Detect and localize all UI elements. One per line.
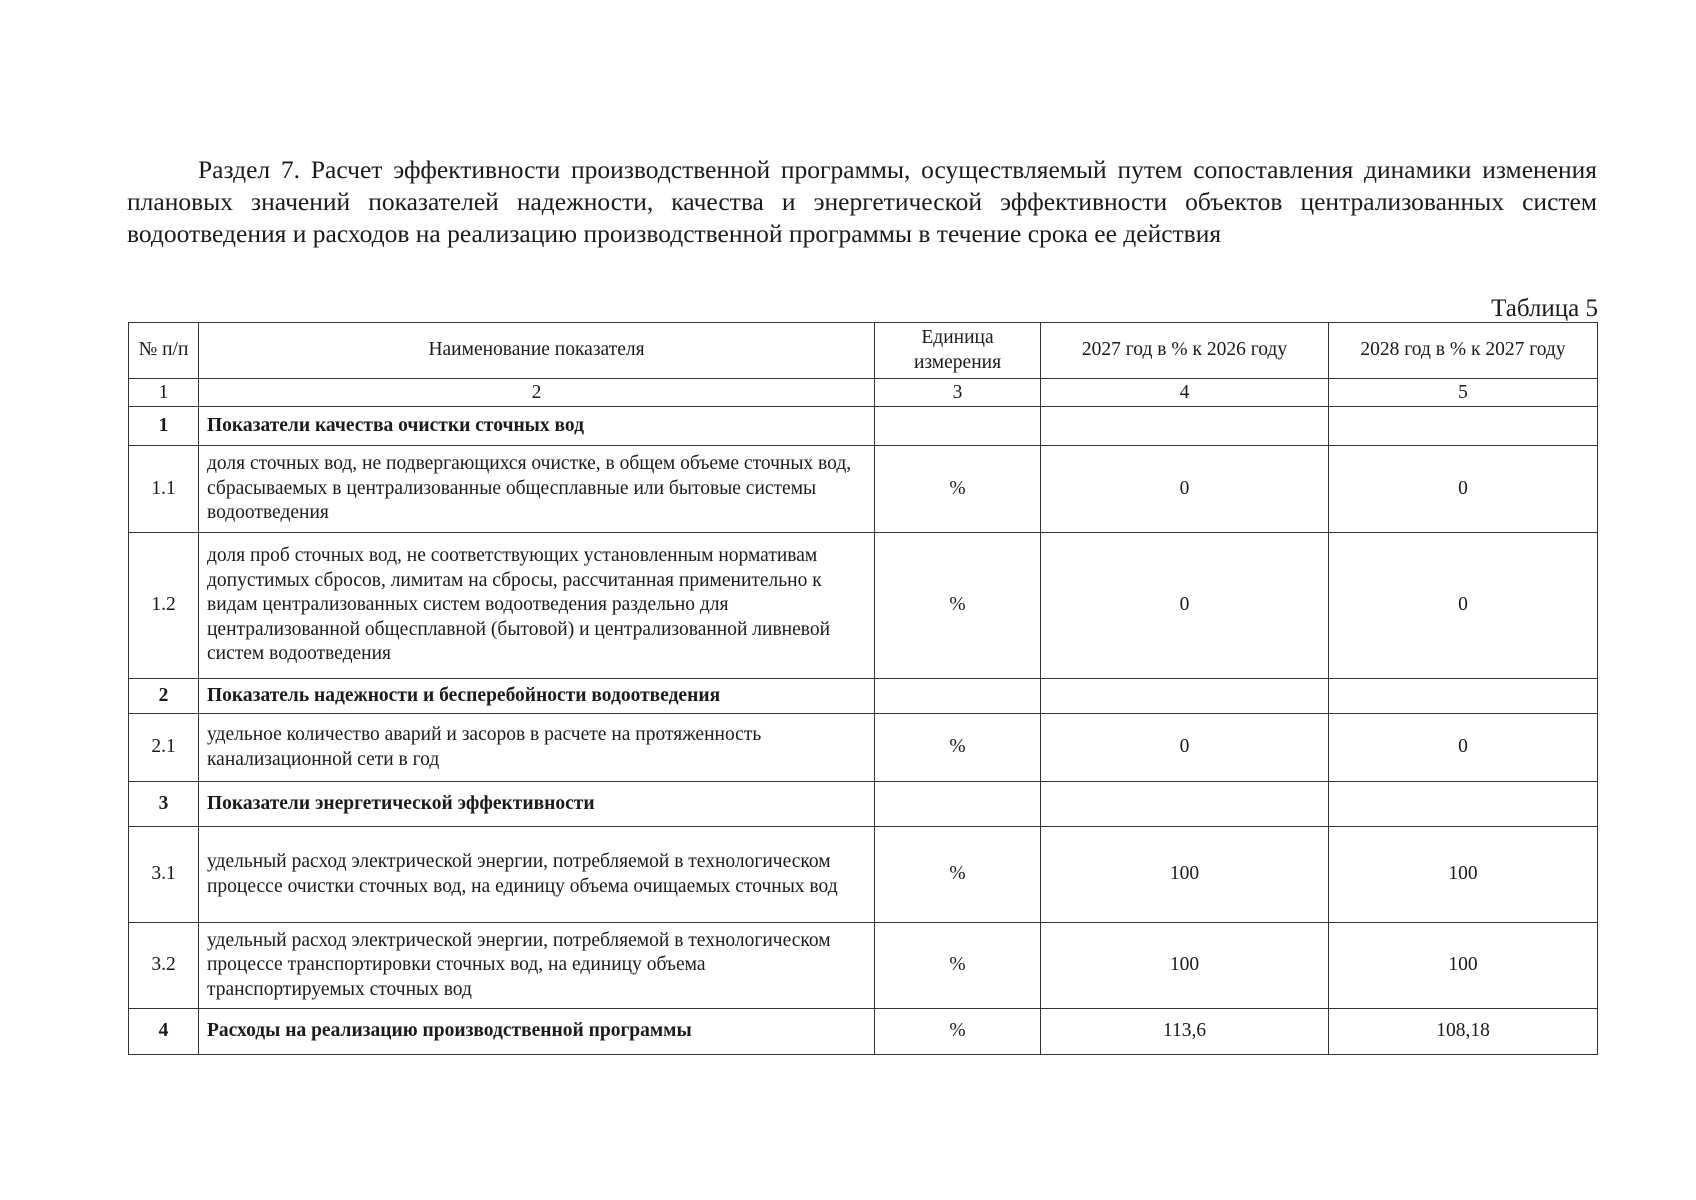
- table-header-row: [129, 323, 1598, 379]
- table-row: [129, 714, 1598, 782]
- index-cell: 1: [129, 379, 199, 407]
- indicators-table: [128, 322, 1598, 1055]
- row-value-2027: 0: [1041, 714, 1329, 782]
- row-unit: %: [875, 923, 1041, 1009]
- row-number: 3.1: [129, 827, 199, 923]
- row-value-2028: 0: [1329, 533, 1598, 679]
- row-value-2028: [1329, 782, 1598, 827]
- row-number: 1: [129, 407, 199, 446]
- row-name: удельный расход электрической энергии, потребляемой в технологическом процессе транспортировки сточных вод, на единицу объема транспортируемых сточных вод: [199, 923, 875, 1009]
- row-value-2028: 108,18: [1329, 1009, 1598, 1055]
- row-value-2028: 100: [1329, 827, 1598, 923]
- row-unit: %: [875, 533, 1041, 679]
- row-unit: %: [875, 446, 1041, 533]
- table-row: [129, 923, 1598, 1009]
- row-unit: %: [875, 827, 1041, 923]
- row-number: 2: [129, 679, 199, 714]
- row-name: удельный расход электрической энергии, потребляемой в технологическом процессе очистки сточных вод, на единицу объема очищаемых сточных вод: [199, 827, 875, 923]
- row-number: 3: [129, 782, 199, 827]
- row-value-2028: [1329, 679, 1598, 714]
- header-year2: 2028 год в % к 2027 году: [1329, 323, 1598, 379]
- row-value-2027: 113,6: [1041, 1009, 1329, 1055]
- row-value-2027: [1041, 782, 1329, 827]
- table-row: [129, 782, 1598, 827]
- row-number: 2.1: [129, 714, 199, 782]
- row-unit: [875, 782, 1041, 827]
- table-row: [129, 407, 1598, 446]
- header-name: Наименование показателя: [199, 323, 875, 379]
- header-unit: Единица измерения: [875, 323, 1041, 379]
- row-number: 1.2: [129, 533, 199, 679]
- index-cell: 2: [199, 379, 875, 407]
- row-name: Показатель надежности и бесперебойности водоотведения: [199, 679, 875, 714]
- row-name: Показатели энергетической эффективности: [199, 782, 875, 827]
- header-year1: 2027 год в % к 2026 году: [1041, 323, 1329, 379]
- row-unit: [875, 679, 1041, 714]
- index-cell: 3: [875, 379, 1041, 407]
- row-name: доля проб сточных вод, не соответствующих установленным нормативам допустимых сбросов, лимитам на сбросы, рассчитанная применительно к видам централизованных систем водоотведения раздельно для централизованной общесплавной (бытовой) и централизованной ливневой систем водоотведения: [199, 533, 875, 679]
- header-num: № п/п: [129, 323, 199, 379]
- table-index-row: [129, 379, 1598, 407]
- table-caption: Таблица 5: [1491, 295, 1598, 322]
- row-value-2028: 0: [1329, 714, 1598, 782]
- row-value-2027: [1041, 407, 1329, 446]
- table-row: [129, 1009, 1598, 1055]
- table-row: [129, 446, 1598, 533]
- row-unit: [875, 407, 1041, 446]
- row-name: Показатели качества очистки сточных вод: [199, 407, 875, 446]
- row-value-2028: 0: [1329, 446, 1598, 533]
- row-name: доля сточных вод, не подвергающихся очистке, в общем объеме сточных вод, сбрасываемых в централизованные общесплавные или бытовые системы водоотведения: [199, 446, 875, 533]
- table-row: [129, 827, 1598, 923]
- row-unit: %: [875, 714, 1041, 782]
- row-value-2027: 0: [1041, 446, 1329, 533]
- row-number: 1.1: [129, 446, 199, 533]
- row-value-2027: [1041, 679, 1329, 714]
- index-cell: 4: [1041, 379, 1329, 407]
- table-row: [129, 679, 1598, 714]
- row-value-2027: 0: [1041, 533, 1329, 679]
- row-unit: %: [875, 1009, 1041, 1055]
- table-row: [129, 533, 1598, 679]
- row-value-2027: 100: [1041, 923, 1329, 1009]
- row-name: Расходы на реализацию производственной программы: [199, 1009, 875, 1055]
- index-cell: 5: [1329, 379, 1598, 407]
- row-number: 4: [129, 1009, 199, 1055]
- row-value-2028: 100: [1329, 923, 1598, 1009]
- section-heading: Раздел 7. Расчет эффективности производственной программы, осуществляемый путем сопоставления динамики изменения плановых значений показателей надежности, качества и энергетической эффективности объектов централизованных систем водоотведения и расходов на реализацию производственной программы в течение срока ее действия: [127, 155, 1597, 248]
- row-number: 3.2: [129, 923, 199, 1009]
- row-name: удельное количество аварий и засоров в расчете на протяженность канализационной сети в год: [199, 714, 875, 782]
- row-value-2027: 100: [1041, 827, 1329, 923]
- row-value-2028: [1329, 407, 1598, 446]
